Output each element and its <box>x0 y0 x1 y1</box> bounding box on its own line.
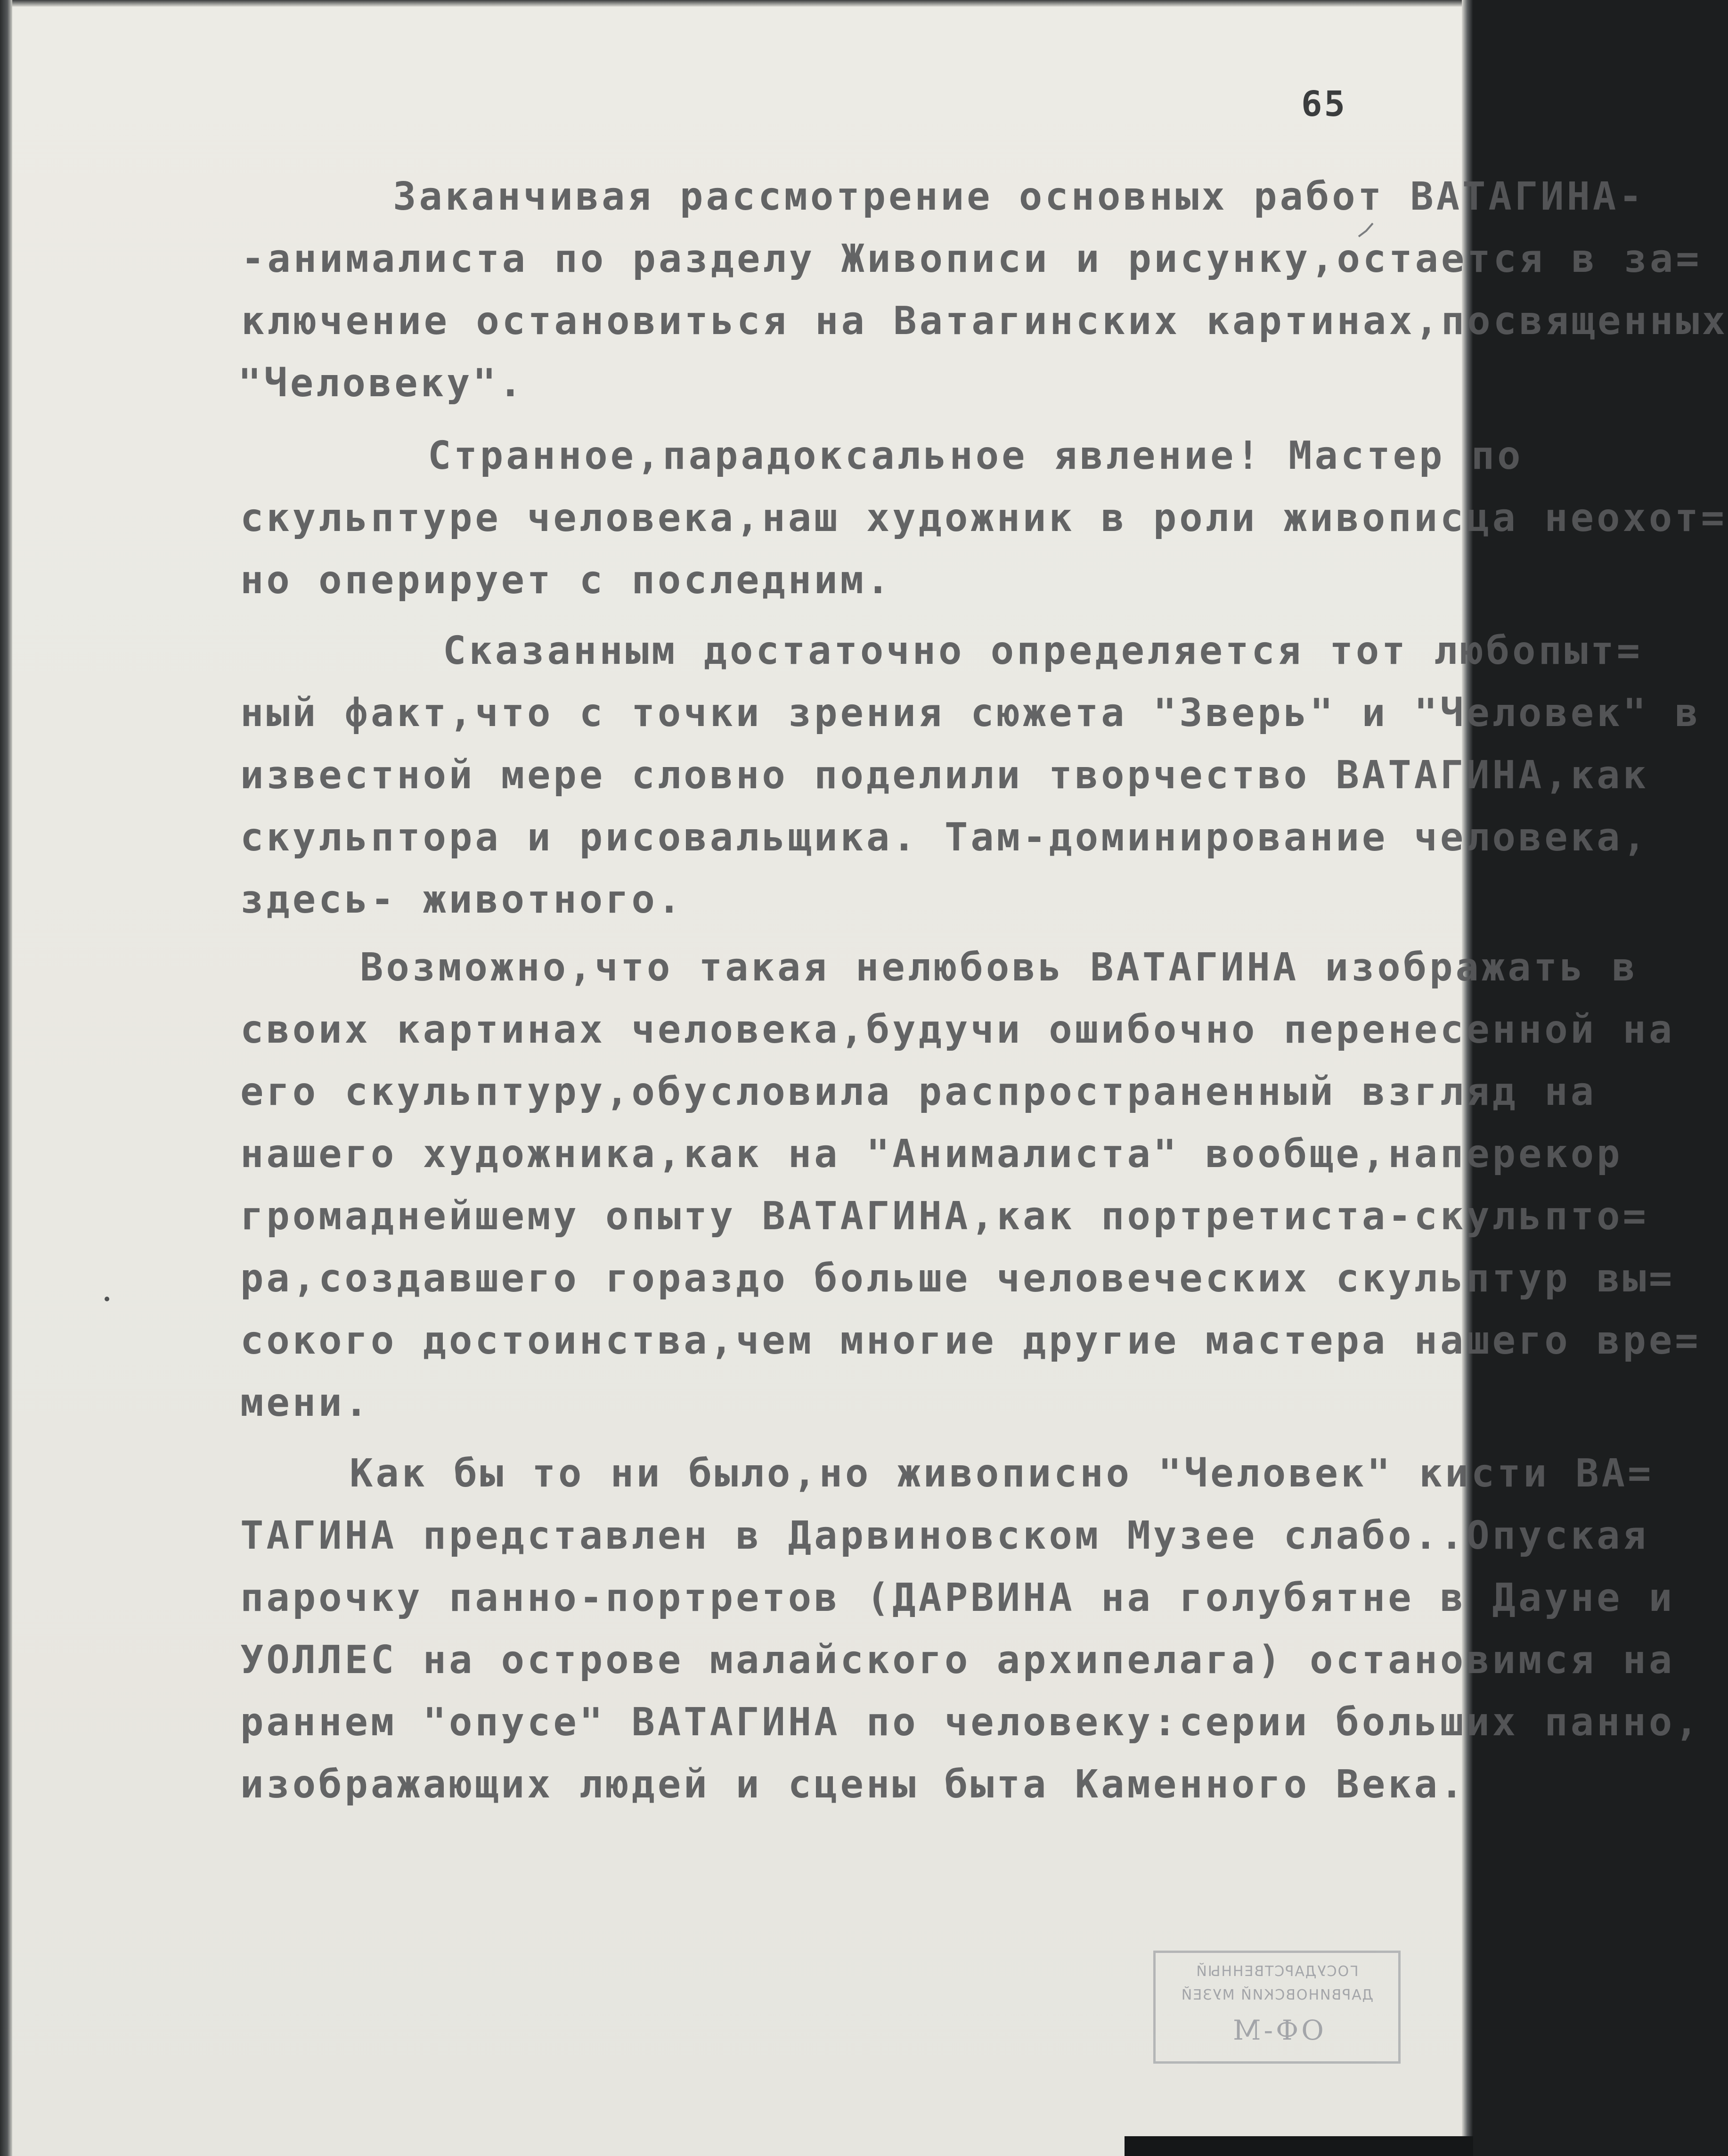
text-line: мени. <box>240 1380 371 1425</box>
stamp-line: ДАРВИНОВСКИЙ МУЗЕЙ <box>1180 1987 1374 2003</box>
text-line: Возможно,что такая нелюбовь ВАТАГИНА изображать в <box>360 945 1638 990</box>
text-line: скульптора и рисовальщика. Там-доминирование человека, <box>240 815 1649 860</box>
text-line: здесь- животного. <box>240 877 684 922</box>
text-line: Заканчивая рассмотрение основных работ ВАТАГИНА- <box>393 174 1645 219</box>
text-line: своих картинах человека,будучи ошибочно перенесенной на <box>240 1007 1675 1052</box>
text-line: но оперирует с последним. <box>240 558 893 603</box>
text-line: ключение остановиться на Ватагинских картинах,посвященных <box>241 299 1728 343</box>
text-line: скульптуре человека,наш художник в роли живописца неохот= <box>240 496 1727 540</box>
text-line: парочку панно-портретов (ДАРВИНА на голубятне в Дауне и <box>240 1576 1675 1620</box>
margin-dot <box>105 1297 109 1301</box>
text-line: -анималиста по разделу Живописи и рисунку,остается в за= <box>241 237 1702 281</box>
stamp-line: ОФ-М <box>1230 2014 1324 2046</box>
text-line: ТАГИНА представлен в Дарвиновском Музее слабо..Опуская <box>240 1513 1649 1558</box>
text-line: Как бы то ни было,но живописно "Человек" кисти ВА= <box>350 1451 1654 1496</box>
text-line: его скульптуру,обусловила распространенный взгляд на <box>240 1070 1597 1114</box>
text-line: Сказанным достаточно определяется тот любопыт= <box>443 629 1643 673</box>
text-line: громаднейшему опыту ВАТАГИНА,как портретиста-скульпто= <box>240 1194 1649 1239</box>
stamp-line: ГОСУДАРСТВЕННЫЙ <box>1195 1963 1359 1980</box>
text-line: известной мере словно поделили творчество ВАТАГИНА,как <box>240 753 1649 798</box>
text-line: изображающих людей и сцены быта Каменного Века. <box>240 1762 1467 1807</box>
text-line: "Человеку". <box>238 361 525 406</box>
text-line: сокого достоинства,чем многие другие мастера нашего вре= <box>240 1318 1701 1363</box>
museum-stamp <box>1153 1951 1401 2064</box>
text-line: нашего художника,как на "Анималиста" вообще,наперекор <box>240 1132 1623 1176</box>
page-left-edge <box>0 0 12 2156</box>
page-bottom-corner-shadow <box>1125 2136 1473 2156</box>
text-line: раннем "опусе" ВАТАГИНА по человеку:серии больших панно, <box>240 1700 1701 1745</box>
page-number: 65 <box>1301 84 1347 124</box>
text-line: ра,создавшего гораздо больше человеческих скульптур вы= <box>240 1256 1675 1301</box>
text-line: УОЛЛЕС на острове малайского архипелага) остановимся на <box>240 1638 1675 1682</box>
text-line: ный факт,что с точки зрения сюжета "Зверь" и "Человек" в <box>240 691 1701 735</box>
text-line: Странное,парадоксальное явление! Мастер по <box>428 433 1524 478</box>
page-top-edge <box>0 0 1473 7</box>
